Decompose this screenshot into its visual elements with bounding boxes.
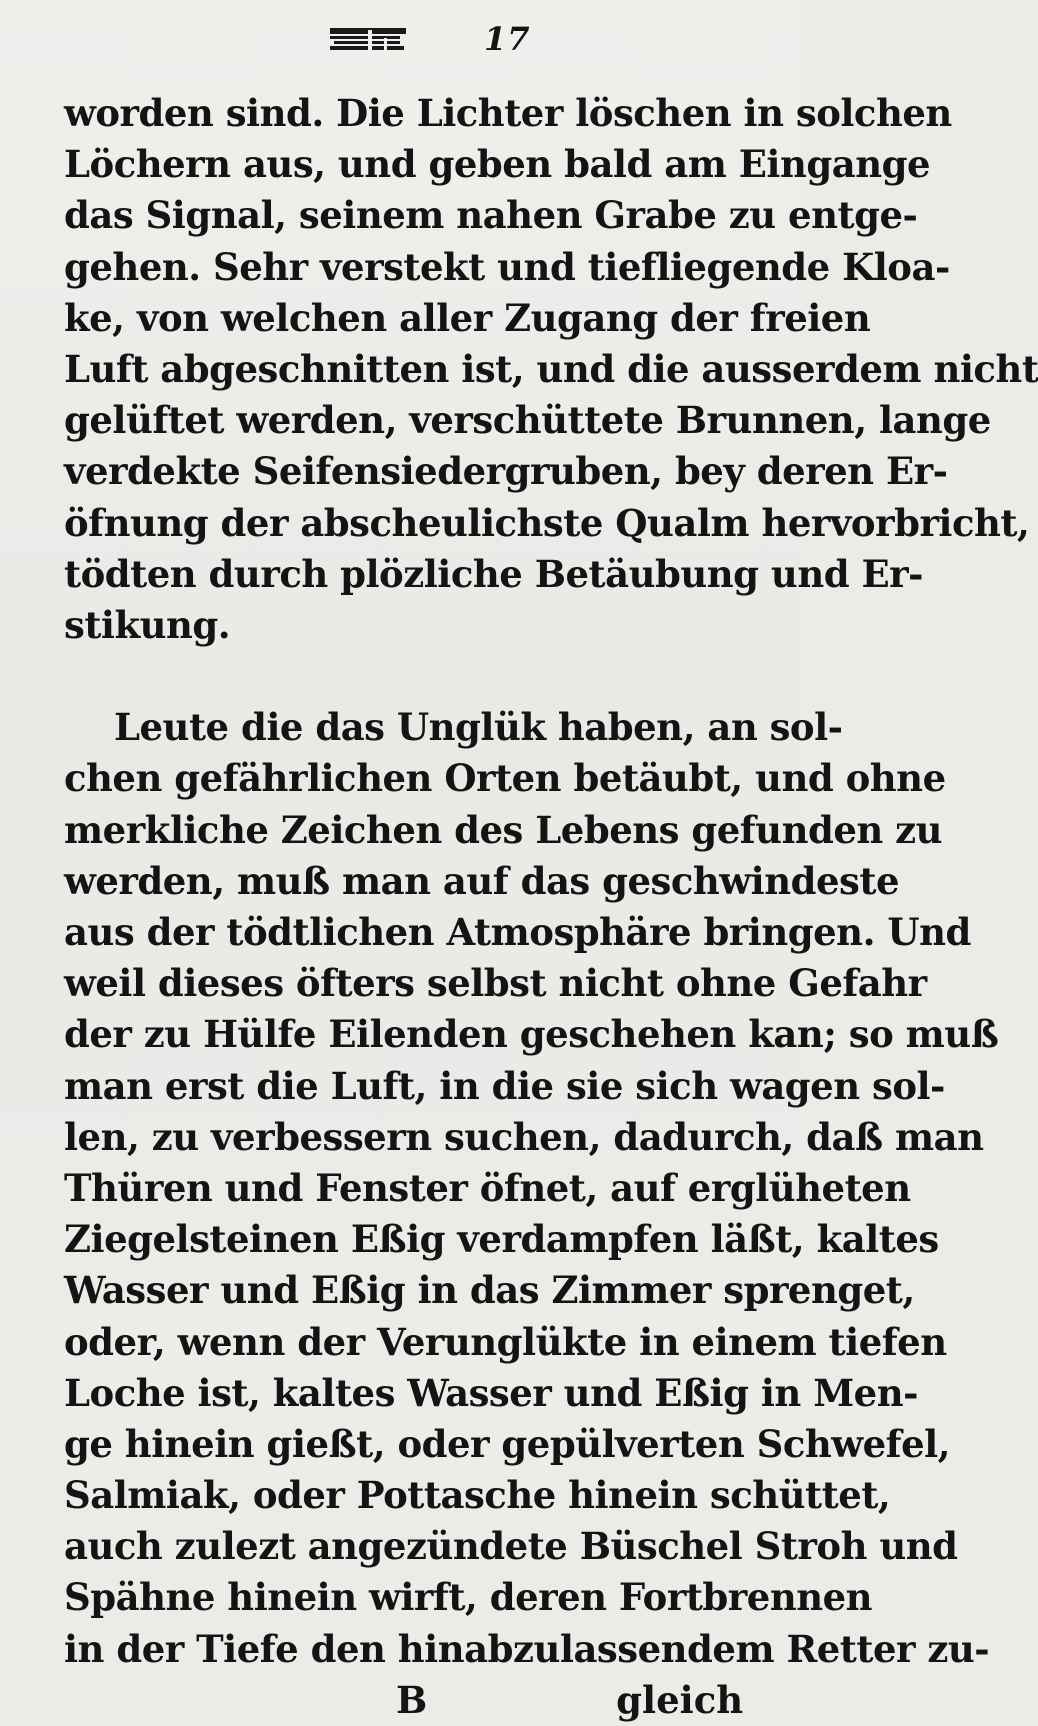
text-line: man erst die Luft, in die sie sich wagen sol- (64, 1063, 945, 1108)
text-line: Wasser und Eßig in das Zimmer sprenget, (64, 1268, 915, 1313)
text-line: Luft abgeschnitten ist, und die ausserdem nicht (64, 346, 1038, 391)
catchword: gleich (616, 1677, 744, 1722)
text-line: stikung. (64, 602, 231, 647)
text-line: in der Tiefe den hinabzulassendem Retter zu- (64, 1626, 990, 1671)
text-line: merkliche Zeichen des Lebens gefunden zu (64, 807, 943, 852)
text-line: Leute die das Unglük haben, an sol- (114, 705, 843, 750)
text-body (64, 88, 1038, 1726)
text-line: der zu Hülfe Eilenden geschehen kan; so muß (64, 1012, 999, 1057)
text-line: oder, wenn der Verunglükte in einem tiefen (64, 1319, 947, 1364)
text-line: chen gefährlichen Orten betäubt, und ohne (64, 756, 946, 801)
text-line: tödten durch plözliche Betäubung und Er- (64, 551, 924, 596)
text-line: öfnung der abscheulichste Qualm hervorbricht, (64, 500, 1030, 545)
text-line: Spähne hinein wirft, deren Fortbrennen (64, 1575, 873, 1620)
text-line: das Signal, seinem nahen Grabe zu entge- (64, 193, 918, 238)
text-line: Loche ist, kaltes Wasser und Eßig in Men- (64, 1370, 918, 1415)
text-line: auch zulezt angezündete Büschel Stroh und (64, 1524, 958, 1569)
signature-mark: B (396, 1677, 428, 1722)
text-line: Löchern aus, und geben bald am Eingange (64, 142, 931, 187)
text-line: ke, von welchen aller Zugang der freien (64, 295, 871, 340)
text-line: aus der tödtlichen Atmosphäre bringen. Und (64, 910, 971, 954)
text-line: weil dieses öfters selbst nicht ohne Gefahr (64, 961, 927, 1006)
page-footer (64, 1675, 800, 1726)
printers-ornament-icon (328, 24, 408, 54)
text-line: Ziegelsteinen Eßig verdampfen läßt, kaltes (64, 1217, 939, 1262)
text-line: Thüren und Fenster öfnet, auf erglüheten (64, 1165, 911, 1210)
text-line: worden sind. Die Lichter löschen in solchen (64, 91, 952, 135)
paragraph-gap (64, 651, 800, 702)
text-line: len, zu verbessern suchen, dadurch, daß man (64, 1114, 984, 1159)
text-line: gehen. Sehr verstekt und tiefliegende Kloa- (64, 244, 950, 289)
text-line: Salmiak, oder Pottasche hinein schüttet, (64, 1473, 891, 1518)
page-number: 17 (484, 20, 531, 58)
text-line: verdekte Seifensiedergruben, bey deren Er- (64, 449, 948, 494)
text-line: ge hinein gießt, oder gepülverten Schwefel, (64, 1421, 951, 1466)
text-line: gelüftet werden, verschüttete Brunnen, lange (64, 398, 991, 443)
text-line: werden, muß man auf das geschwindeste (64, 858, 899, 903)
